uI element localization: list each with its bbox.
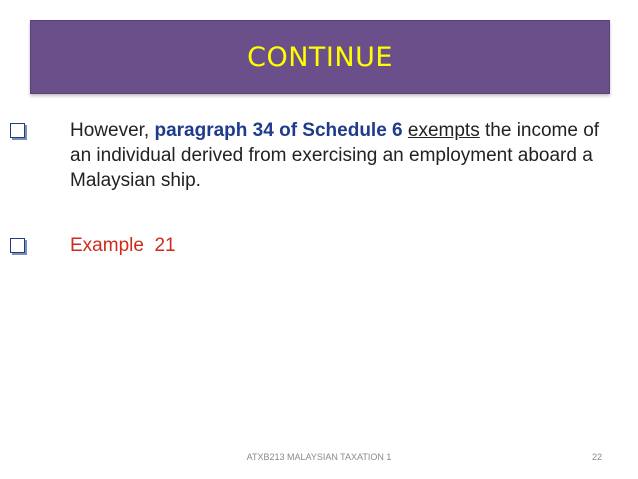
bullet-item-paragraph [10,118,610,193]
bullet-text-suffix: the income of an individual derived from exercising an employment aboard a Malaysian ship. [70,120,600,191]
bullet-item-example [10,233,610,258]
bullet-text-prefix: However, [70,120,155,141]
example-label: Example 21 [70,235,176,256]
checkbox-bullet-icon [10,238,25,253]
bullet-list [10,118,610,258]
footer-page-number: 22 [591,452,602,462]
title-bar [30,20,610,94]
checkbox-bullet-icon [10,123,25,138]
bullet-text-reference: paragraph 34 of Schedule 6 [154,120,403,141]
slide-title: CONTINUE [247,41,393,73]
bullet-text-exempts: exempts [407,120,480,141]
footer-course: ATXB213 MALAYSIAN TAXATION 1 [246,452,392,462]
